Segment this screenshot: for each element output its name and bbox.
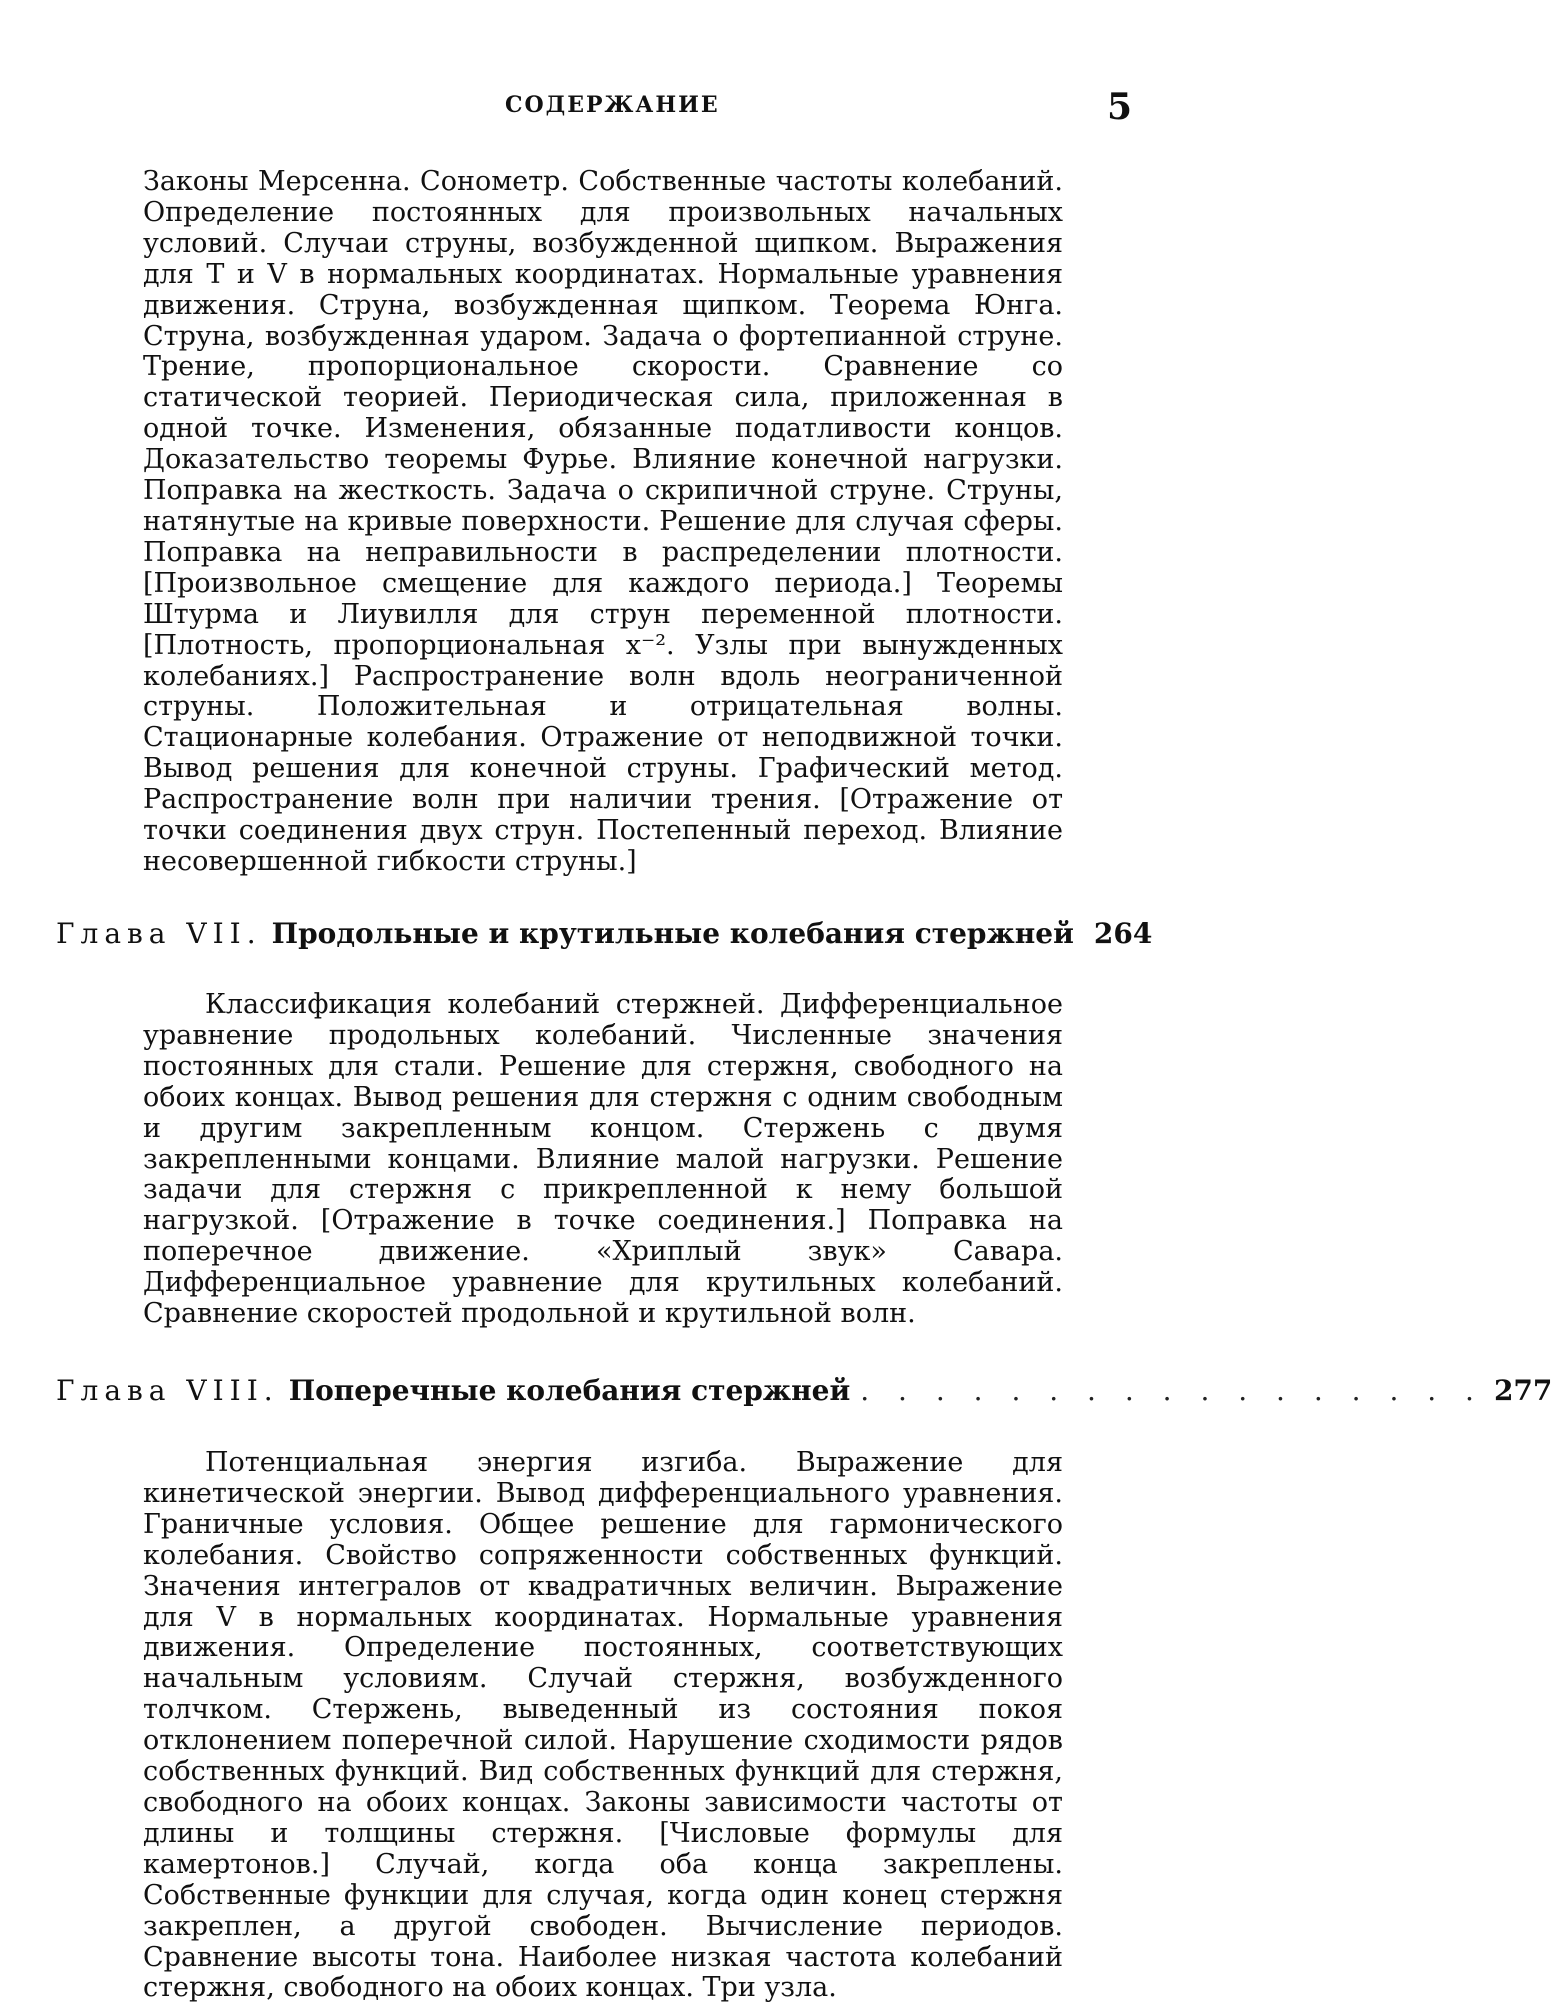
- chapter-page-number: 277: [1493, 1374, 1552, 1407]
- toc-entry-chapter-7[interactable]: [56, 917, 1153, 953]
- chapter-page-number: 264: [1093, 917, 1153, 950]
- chapter6-summary-continuation: Законы Мерсенна. Сонометр. Собственные частоты колебаний. Определение постоянных для произвольных начальных условий. Случаи струны, возбужденной щипком. Выражения для T и V в нормальных координатах. Нормальные уравнения движения. Струна, возбужденная щипком. Теорема Юнга. Струна, возбужденная ударом. Задача о фортепианной струне. Трение, пропорциональное скорости. Сравнение со статической теорией. Периодическая сила, приложенная в одной точке. Изменения, обязанные податливости концов. Доказательство теоремы Фурье. Влияние конечной нагрузки. Поправка на жесткость. Задача о скрипичной струне. Струны, натянутые на кривые поверхности. Решение для случая сферы. Поправка на неправильности в распределении плотности. [Произвольное смещение для каждого периода.] Теоремы Штурма и Лиувилля для струн переменной плотности. [Плотность, пропорциональная x⁻². Узлы при вынужденных колебаниях.] Распространение волн вдоль неограниченной струны. Положительная и отрицательная волны. Стационарные колебания. Отражение от неподвижной точки. Вывод решения для конечной струны. Графический метод. Распространение волн при наличии трения. [Отражение от точки соединения двух струн. Постепенный переход. Влияние несовершенной гибкости струны.]: [143, 166, 1063, 877]
- chapter-title: Поперечные колебания стержней: [288, 1374, 851, 1407]
- chapter7-summary: Классификация колебаний стержней. Дифференциальное уравнение продольных колебаний. Численные значения постоянных для стали. Решение для стержня, свободного на обоих концах. Вывод решения для стержня с одним свободным и другим закрепленным концом. Стержень с двумя закрепленными концами. Влияние малой нагрузки. Решение задачи для стержня с прикрепленной к нему большой нагрузкой. [Отражение в точке соединения.] Поправка на поперечное движение. «Хриплый звук» Савара. Дифференциальное уравнение для крутильных колебаний. Сравнение скоростей продольной и крутильной волн.: [143, 989, 1063, 1330]
- chapter-label: Глава VIII.: [56, 1374, 279, 1407]
- dot-leader: . . . . . . . . . . . . . . . . .: [860, 1374, 1484, 1407]
- page-number: 5: [1107, 86, 1133, 128]
- running-head: [0, 86, 1200, 132]
- chapter-title: Продольные и крутильные колебания стержней: [271, 917, 1074, 950]
- running-title: СОДЕРЖАНИЕ: [505, 92, 720, 118]
- chapter8-summary: Потенциальная энергия изгиба. Выражение для кинетической энергии. Вывод дифференциального уравнения. Граничные условия. Общее решение для гармонического колебания. Свойство сопряженности собственных функций. Значения интегралов от квадратичных величин. Выражение для V в нормальных координатах. Нормальные уравнения движения. Определение постоянных, соответствующих начальным условиям. Случай стержня, возбужденного толчком. Стержень, выведенный из состояния покоя отклонением поперечной силой. Нарушение сходимости рядов собственных функций. Вид собственных функций для стержня, свободного на обоих концах. Законы зависимости частоты от длины и толщины стержня. [Числовые формулы для камертонов.] Случай, когда оба конца закреплены. Собственные функции для случая, когда один конец стержня закреплен, а другой свободен. Вычисление периодов. Сравнение высоты тона. Наиболее низкая частота колебаний стержня, свободного на обоих концах. Три узла.: [143, 1447, 1063, 2004]
- toc-entry-chapter-8[interactable]: [56, 1374, 1552, 1410]
- chapter-label: Глава VII.: [56, 917, 262, 950]
